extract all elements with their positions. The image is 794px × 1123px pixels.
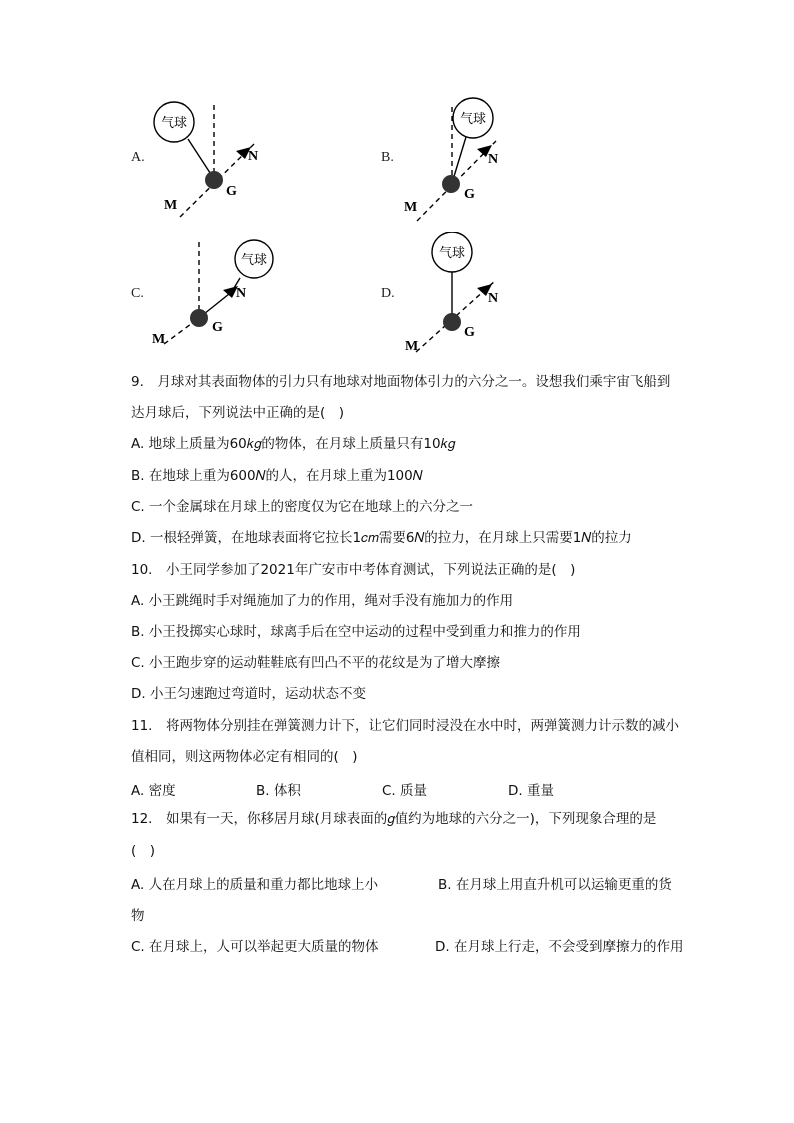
- question-11-option-c: C. 质量: [382, 783, 428, 799]
- question-11-option-b: B. 体积: [256, 783, 301, 799]
- diagram-d: [400, 232, 510, 357]
- balloon-label: 气球: [160, 116, 188, 131]
- point-g-label: G: [464, 325, 475, 340]
- option-a-letter: A.: [131, 150, 145, 165]
- question-11-stem: 11. 将两物体分别挂在弹簧测力计下，让它们同时浸没在水中时，两弹簧测力计示数的减小: [131, 718, 679, 734]
- balloon-label: 气球: [240, 253, 268, 268]
- option-b-letter: B.: [381, 150, 394, 165]
- point-m-label: M: [152, 332, 166, 347]
- question-9-stem-cont: 达月球后，下列说法中正确的是( ): [131, 405, 345, 421]
- question-9-option-d: D. 一根轻弹簧，在地球表面将它拉长1𝑐𝑚需要6𝑁的拉力，在月球上只需要1𝑁的拉力: [131, 530, 632, 546]
- question-12-option-b-cont: 物: [131, 908, 145, 924]
- point-n-label: N: [488, 291, 499, 306]
- diagram-b: [400, 97, 510, 222]
- question-9-option-a: A. 地球上质量为60𝑘𝑔的物体，在月球上质量只有10𝑘𝑔: [131, 436, 456, 452]
- question-12-option-b: B. 在月球上用直升机可以运输更重的货: [438, 877, 672, 893]
- point-g-label: G: [212, 320, 223, 335]
- question-12-stem: 12. 如果有一天，你移居月球(月球表面的𝑔值约为地球的六分之一)，下列现象合理的是: [131, 811, 657, 827]
- question-9-stem: 9. 月球对其表面物体的引力只有地球对地面物体引力的六分之一。设想我们乘宇宙飞船到: [131, 374, 671, 390]
- option-d-letter: D.: [381, 286, 395, 301]
- point-n-label: N: [236, 286, 247, 301]
- question-10-option-b: B. 小王投掷实心球时，球离手后在空中运动的过程中受到重力和推力的作用: [131, 624, 581, 640]
- balloon-label: 气球: [459, 112, 487, 127]
- question-11-option-d: D. 重量: [508, 783, 554, 799]
- question-12-option-c: C. 在月球上，人可以举起更大质量的物体: [131, 939, 379, 955]
- question-9-option-c: C. 一个金属球在月球上的密度仅为它在地球上的六分之一: [131, 499, 474, 515]
- question-11-option-a: A. 密度: [131, 783, 176, 799]
- question-10-stem: 10. 小王同学参加了2021年广安市中考体育测试，下列说法正确的是( ): [131, 562, 576, 578]
- point-g-label: G: [226, 184, 237, 199]
- question-10-option-d: D. 小王匀速跑过弯道时，运动状态不变: [131, 686, 366, 702]
- question-11-stem-cont: 值相同，则这两物体必定有相同的( ): [131, 749, 358, 765]
- point-g-label: G: [464, 187, 475, 202]
- question-12-option-a: A. 人在月球上的质量和重力都比地球上小: [131, 877, 379, 893]
- question-10-option-c: C. 小王跑步穿的运动鞋鞋底有凹凸不平的花纹是为了增大摩擦: [131, 655, 501, 671]
- point-n-label: N: [248, 149, 259, 164]
- point-n-label: N: [488, 152, 499, 167]
- point-m-label: M: [164, 198, 178, 213]
- point-m-label: M: [404, 200, 418, 215]
- question-12-option-d: D. 在月球上行走，不会受到摩擦力的作用: [435, 939, 684, 955]
- question-10-option-a: A. 小王跳绳时手对绳施加了力的作用，绳对手没有施加力的作用: [131, 593, 514, 609]
- diagram-c: [150, 238, 275, 348]
- question-9-option-b: B. 在地球上重为600𝑁的人，在月球上重为100𝑁: [131, 468, 423, 484]
- point-m-label: M: [405, 339, 419, 354]
- option-c-letter: C.: [131, 286, 144, 301]
- balloon-label: 气球: [438, 246, 466, 261]
- diagram-a: [150, 95, 270, 220]
- question-12-stem-cont: ( ): [131, 843, 156, 859]
